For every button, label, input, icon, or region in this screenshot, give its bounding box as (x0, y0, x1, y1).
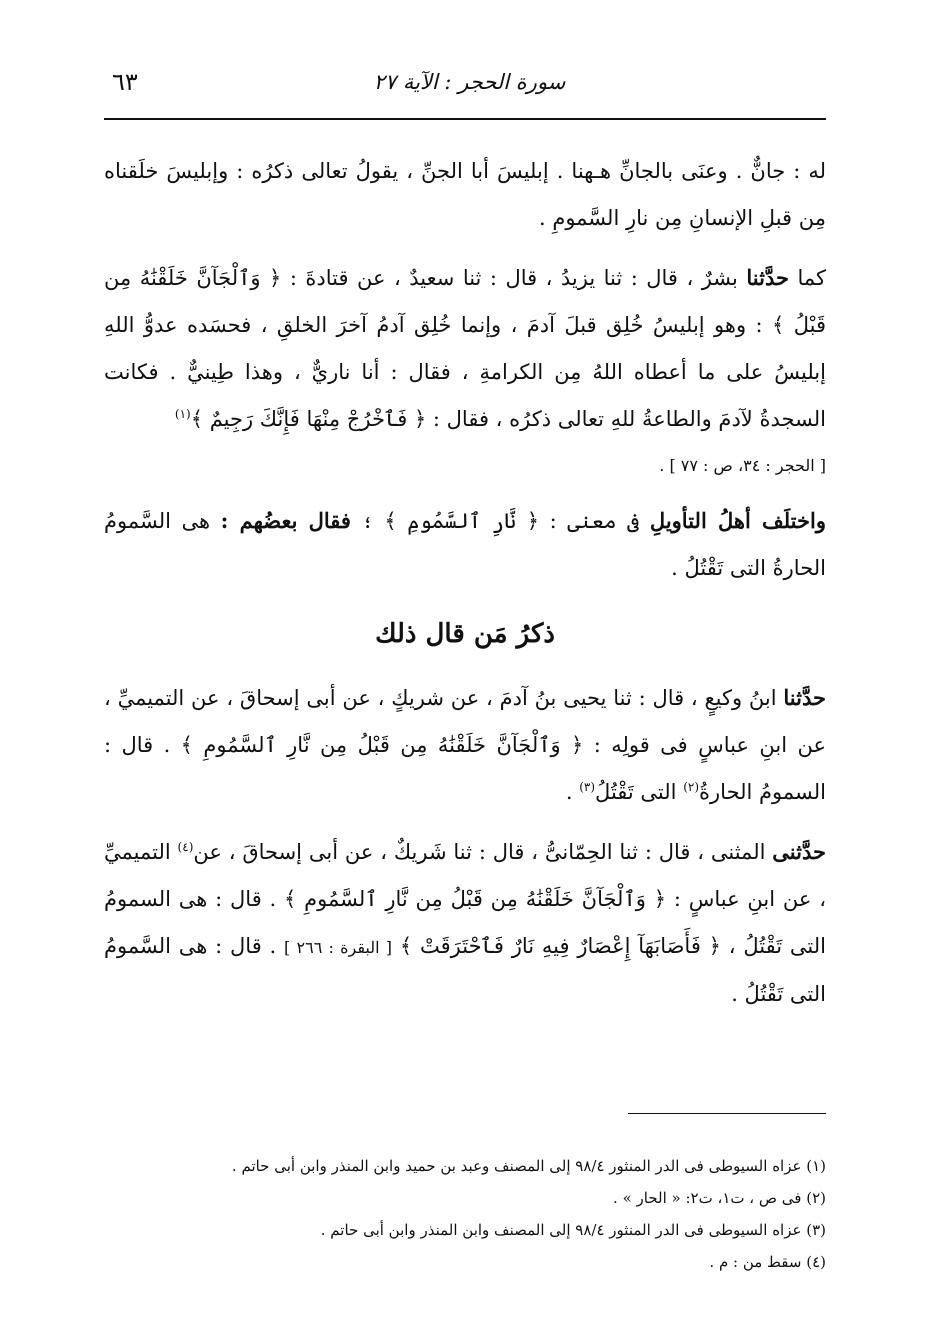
footnote-1: (١) عزاه السيوطى فى الدر المنثور ٩٨/٤ إلى المصنف وعبد بن حميد وابن المنذر وابن أبى حاتم . (231, 1157, 826, 1175)
paragraph-2-text: بشرٌ ، قال : ثنا يزيدُ ، قال : ثنا سعيدٌ ، عن قتادةَ : ﴿ وَٱلْجَآنَّ خَلَقْنَٰهُ مِن قَبْلُ ﴾ : وهو إبليسُ خُلِق قبلَ آدمَ ، وإنما خُلِق آدمُ آخرَ الخلقِ ، فحسَده عدوُّ اللهِ إبليسُ على ما أعطاه اللهُ مِن الكرامةِ ، فقال : أنا ناريٌّ ، وهذا طِينيٌّ . فكانت السجدةُ لآدمَ والطاعةُ للهِ تعالى ذكرُه ، فقال : ﴿ فَٱخْرُجْ مِنْهَا فَإِنَّكَ رَجِيمٌ ﴾ (104, 266, 826, 431)
paragraph-2-lead-bold: حدَّثنا (746, 265, 789, 290)
narration-2 (104, 828, 826, 1018)
footnote-2: (٢) فى ص ، ت١، ت٢: « الحار » . (613, 1189, 826, 1207)
narration-1-lead: حدَّثنا (783, 685, 826, 710)
footnote-mark-3: (٣) (579, 780, 596, 794)
footnote-divider (628, 1113, 826, 1114)
narration-2-lead: حدَّثنى (772, 839, 826, 864)
paragraph-1-text: له : جانٌّ . وعنَى بالجانِّ هـهنا . إبليسَ أبا الجنِّ ، يقولُ تعالى ذكرُه : وإبليسَ خلَقناه مِن قبلِ الإنسانِ مِن نارِ السَّمومِ . (104, 159, 826, 230)
footnote-4: (٤) سقط من : م . (709, 1253, 826, 1271)
narration-1-tail: . (565, 780, 573, 804)
paragraph-3 (104, 497, 826, 592)
paragraph-3-bold-1: واختلَف أهلُ التأويلِ (649, 508, 826, 533)
narration-2-text-b: التميميِّ ، عن ابنِ عباسٍ : ﴿ وَٱلْجَآنَّ خَلَقْنَٰهُ مِن قَبْلُ مِن نَّارِ ٱلسَّمُومِ ﴾ . قال : هى السمومُ التى تَقْتُلُ ، ﴿ فَأَصَابَهَآ إِعْصَارٌ فِيهِ نَارٌ فَٱحْتَرَقَتْ ﴾ (104, 840, 826, 958)
footnote-3: (٣) عزاه السيوطى فى الدر المنثور ٩٨/٤ إلى المصنف وابن المنذر وابن أبى حاتم . (320, 1221, 826, 1239)
paragraph-1 (104, 148, 826, 242)
paragraph-3-text-2: هى السَّمومُ الحارةُ التى تَقْتُلُ . (104, 509, 826, 580)
footnote-mark-4: (٤) (177, 840, 194, 854)
running-title: سورة الحجر : الآية ٢٧ (373, 70, 566, 94)
narration-2-tail: . قال : هى السَّمومُ التى تَقْتُلُ . (104, 934, 826, 1006)
quran-reference-1 (104, 449, 826, 483)
quran-reference-2: [ البقرة : ٢٦٦ ] (284, 938, 393, 957)
main-text (104, 148, 826, 1030)
narration-1-text: ابنُ وكيعٍ ، قال : ثنا يحيى بنُ آدمَ ، عن شريكٍ ، عن أبى إسحاقَ ، عن التميميِّ ، عن ابنِ عباسٍ فى قولِه : ﴿ وَٱلْجَآنَّ خَلَقْنَٰهُ مِن قَبْلُ مِن نَّارِ ٱلسَّمُومِ ﴾ . قال : السمومُ الحارةُ (104, 686, 826, 804)
page-number: ٦٣ (112, 68, 138, 96)
footnote-mark-1: (١) (174, 407, 191, 421)
quran-reference-1-text: [ الحجر : ٣٤، ص : ٧٧ ] . (659, 456, 826, 475)
section-heading: ذكرُ مَن قال ذلك (375, 619, 555, 649)
running-header (104, 66, 835, 106)
footnote-mark-2: (٢) (683, 780, 700, 794)
header-divider (104, 118, 826, 120)
paragraph-3-text-1: فى معنى : ﴿ نَّارِ ٱلسَّمُومِ ﴾ ؛ (361, 509, 640, 533)
narration-1 (104, 674, 826, 816)
paragraph-2 (104, 254, 826, 443)
narration-1-text-b: التى تَقْتُلُ (595, 780, 677, 804)
paragraph-2-lead: كما (797, 266, 826, 290)
paragraph-3-bold-2: فقال بعضُهم : (220, 508, 351, 533)
narration-2-text: المثنى ، قال : ثنا الحِمّانىُّ ، قال : ثنا شَريكٌ ، عن أبى إسحاقَ ، عن (193, 840, 766, 864)
footnotes (104, 1150, 826, 1278)
